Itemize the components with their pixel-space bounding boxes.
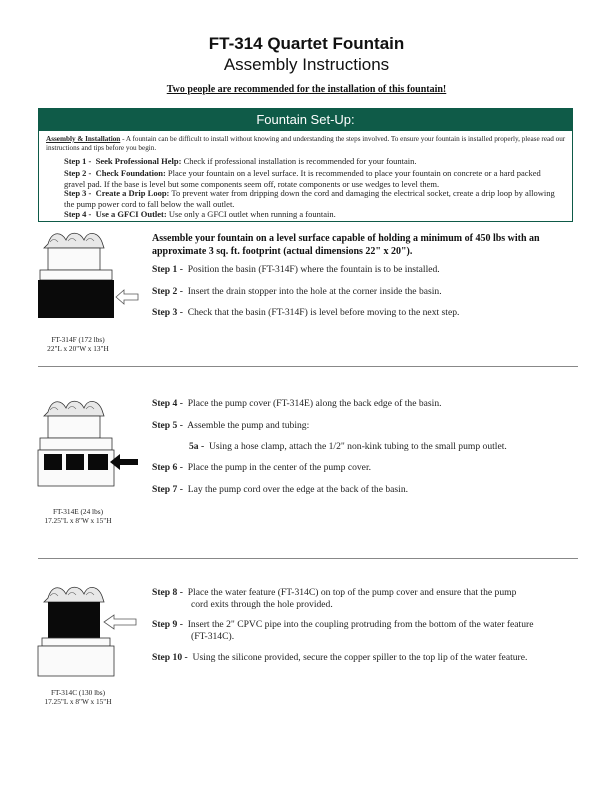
step-text-continued: cord exits through the hole provided.: [191, 599, 333, 610]
caption-dimensions: 17.25"L x 8"W x 15"H: [44, 516, 112, 525]
fountain-stack-drawing: [38, 401, 114, 486]
setup-header: Fountain Set-Up:: [39, 109, 572, 131]
setup-step-number: Step 2 -: [64, 168, 92, 178]
fountain-stack-drawing: [38, 587, 114, 676]
setup-intro: [46, 135, 566, 152]
setup-step-label: Seek Professional Help:: [95, 156, 182, 166]
section3-step-10: [152, 652, 577, 664]
page-title: FT-314 Quartet Fountain: [208, 34, 405, 53]
step-number: 5a -: [189, 441, 205, 452]
step-number: Step 6 -: [152, 462, 183, 473]
section1-caption: [28, 335, 128, 353]
section-divider: [38, 366, 578, 367]
step-number: Step 7 -: [152, 484, 183, 495]
setup-step-number: Step 1 -: [64, 156, 92, 166]
arrow-icon: [104, 615, 136, 629]
step-text: Place the pump cover (FT-314E) along the back edge of the basin.: [187, 398, 442, 409]
step-number: Step 10 -: [152, 652, 188, 663]
setup-step-2: [64, 168, 564, 190]
step-text: Check that the basin (FT-314F) is level before moving to the next step.: [187, 307, 460, 318]
section3-step-8: [152, 587, 577, 611]
section-divider: [38, 558, 578, 559]
step-text: Insert the 2" CPVC pipe into the coupling protruding from the bottom of the water feature: [187, 619, 534, 630]
setup-step-3: [64, 188, 564, 210]
section2-step-5a: [189, 441, 574, 453]
setup-step-4: [64, 209, 564, 220]
step-text: Place the water feature (FT-314C) on top of the pump cover and ensure that the pump: [187, 587, 517, 598]
setup-step-text: Place your fountain on a level surface. It is recommended to place your fountain on concrete or a hard packed gravel pad. If the base is level but some components seem off, rotate components or use wedges to level them.: [64, 168, 541, 189]
page-subtitle: Assembly Instructions: [223, 55, 390, 74]
arrow-icon: [116, 290, 138, 304]
caption-dimensions: 17.25"L x 8"W x 15"H: [44, 697, 112, 706]
section1-step-2: [152, 286, 572, 298]
step-text: Using a hose clamp, attach the 1/2" non-kink tubing to the small pump outlet.: [208, 441, 507, 452]
setup-step-number: Step 4 -: [64, 209, 92, 219]
caption-dimensions: 22"L x 20"W x 13"H: [47, 344, 109, 353]
step-text: Place the pump in the center of the pump cover.: [187, 462, 372, 473]
step-number: Step 2 -: [152, 286, 183, 297]
section1-intro: Assemble your fountain on a level surface capable of holding a minimum of 450 lbs with an approximate 3 sq. ft. footprint (actual dimensions 22" x 20").: [152, 233, 540, 257]
section3-caption: [22, 688, 134, 706]
setup-step-text: Check if professional installation is recommended for your fountain.: [181, 156, 417, 166]
installation-notice: Two people are recommended for the installation of this fountain!: [166, 84, 447, 95]
caption-weight: FT-314F (172 lbs): [51, 335, 105, 344]
step-text: Position the basin (FT-314F) where the fountain is to be installed.: [187, 264, 440, 275]
caption-weight: FT-314E (24 lbs): [53, 507, 103, 516]
section2-step-7: [152, 484, 572, 496]
step-number: Step 9 -: [152, 619, 183, 630]
section2-step-5: [152, 420, 572, 432]
step-number: Step 5 -: [152, 420, 183, 431]
setup-step-text: To prevent water from dripping down the cord and damaging the electrical socket, create a drip loop by allowing the pump power cord to fall below the wall outlet.: [64, 188, 555, 209]
step-number: Step 3 -: [152, 307, 183, 318]
caption-weight: FT-314C (130 lbs): [50, 688, 106, 697]
setup-step-label: Create a Drip Loop:: [95, 188, 170, 198]
fountain-stack-drawing: [38, 233, 114, 318]
step-text: Using the silicone provided, secure the copper spiller to the top lip of the water feature.: [192, 652, 528, 663]
section2-step-4: [152, 398, 572, 410]
section1-step-3: [152, 307, 572, 319]
setup-step-label: Use a GFCI Outlet:: [95, 209, 167, 219]
step-number: Step 8 -: [152, 587, 183, 598]
step-text-continued: (FT-314C).: [191, 631, 235, 642]
step-text: Insert the drain stopper into the hole at the corner inside the basin.: [187, 286, 442, 297]
setup-step-text: Use only a GFCI outlet when running a fountain.: [166, 209, 336, 219]
basin-illustration: [30, 228, 140, 333]
setup-step-label: Check Foundation:: [95, 168, 166, 178]
section2-step-6: [152, 462, 572, 474]
setup-intro-label: Assembly & Installation: [46, 135, 121, 143]
section3-step-9: [152, 619, 577, 643]
section2-caption: [22, 507, 134, 525]
setup-intro-text: - A fountain can be difficult to install without knowing and understanding the steps involved. To ensure your fountain is installed properly, please read our instructions and tips before you begin.: [46, 135, 566, 152]
setup-step-1: [64, 156, 564, 167]
step-text: Lay the pump cord over the edge at the back of the basin.: [187, 484, 409, 495]
pump-cover-illustration: [30, 392, 140, 502]
step-number: Step 1 -: [152, 264, 183, 275]
step-number: Step 4 -: [152, 398, 183, 409]
setup-step-number: Step 3 -: [64, 188, 92, 198]
step-text: Assemble the pump and tubing:: [187, 420, 310, 431]
section1-step-1: [152, 264, 572, 276]
water-feature-illustration: [30, 580, 140, 682]
